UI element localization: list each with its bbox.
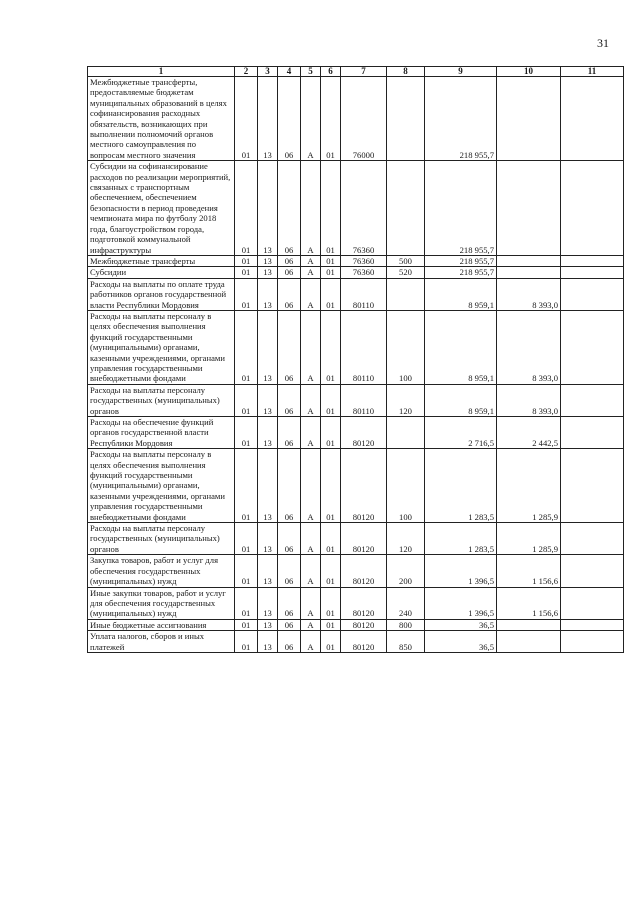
cell-program: 06 xyxy=(278,587,301,619)
cell-amount-3 xyxy=(561,77,624,161)
row-name: Иные бюджетные ассигнования xyxy=(88,619,235,630)
table-row xyxy=(88,619,624,630)
column-header: 4 xyxy=(278,67,301,77)
cell-section: 01 xyxy=(235,267,258,278)
cell-subsection: 13 xyxy=(258,267,278,278)
cell-expense-type xyxy=(387,161,425,256)
cell-amount-1: 218 955,7 xyxy=(425,161,497,256)
row-name: Межбюджетные трансферты, предоставляемые бюджетам муниципальных образований в целях софинансирования расходных обязательств, возникающих при выполнении полномочий органов местного самоуправления по вопросам местного значения xyxy=(88,77,235,161)
cell-section: 01 xyxy=(235,555,258,587)
row-name: Закупка товаров, работ и услуг для обеспечения государственных (муниципальных) нужд xyxy=(88,555,235,587)
cell-amount-3 xyxy=(561,619,624,630)
cell-subsection: 13 xyxy=(258,255,278,266)
row-name: Субсидии xyxy=(88,267,235,278)
cell-expense-type: 120 xyxy=(387,523,425,555)
cell-subprogram: А xyxy=(301,417,321,449)
cell-section: 01 xyxy=(235,384,258,416)
cell-subsection: 13 xyxy=(258,161,278,256)
cell-amount-1: 218 955,7 xyxy=(425,77,497,161)
column-header: 8 xyxy=(387,67,425,77)
cell-subprogram: А xyxy=(301,255,321,266)
cell-section: 01 xyxy=(235,523,258,555)
cell-program: 06 xyxy=(278,523,301,555)
cell-expense-type: 500 xyxy=(387,255,425,266)
cell-program: 06 xyxy=(278,449,301,523)
row-name: Межбюджетные трансферты xyxy=(88,255,235,266)
cell-amount-2 xyxy=(497,255,561,266)
cell-subsection: 13 xyxy=(258,587,278,619)
cell-program: 06 xyxy=(278,555,301,587)
cell-program: 06 xyxy=(278,77,301,161)
cell-target-code: 76000 xyxy=(341,77,387,161)
cell-section: 01 xyxy=(235,310,258,384)
column-header: 7 xyxy=(341,67,387,77)
cell-subsection: 13 xyxy=(258,417,278,449)
cell-subsection: 13 xyxy=(258,555,278,587)
table-row xyxy=(88,631,624,653)
cell-expense-type: 850 xyxy=(387,631,425,653)
row-name: Расходы на выплаты по оплате труда работников органов государственной власти Республики Мордовия xyxy=(88,278,235,310)
cell-program: 06 xyxy=(278,255,301,266)
cell-amount-3 xyxy=(561,267,624,278)
column-header: 1 xyxy=(88,67,235,77)
cell-target-code: 76360 xyxy=(341,255,387,266)
cell-activity: 01 xyxy=(321,310,341,384)
cell-amount-1: 36,5 xyxy=(425,631,497,653)
cell-subprogram: А xyxy=(301,523,321,555)
table-row xyxy=(88,417,624,449)
column-header: 5 xyxy=(301,67,321,77)
cell-amount-1: 8 959,1 xyxy=(425,278,497,310)
cell-activity: 01 xyxy=(321,255,341,266)
cell-amount-2 xyxy=(497,619,561,630)
cell-activity: 01 xyxy=(321,161,341,256)
cell-section: 01 xyxy=(235,631,258,653)
cell-amount-3 xyxy=(561,161,624,256)
cell-program: 06 xyxy=(278,619,301,630)
cell-amount-3 xyxy=(561,255,624,266)
cell-expense-type: 100 xyxy=(387,449,425,523)
cell-amount-1: 2 716,5 xyxy=(425,417,497,449)
cell-subsection: 13 xyxy=(258,619,278,630)
cell-subprogram: А xyxy=(301,310,321,384)
cell-subprogram: А xyxy=(301,278,321,310)
cell-subsection: 13 xyxy=(258,523,278,555)
row-name: Расходы на выплаты персоналу государственных (муниципальных) органов xyxy=(88,384,235,416)
table-row xyxy=(88,77,624,161)
cell-section: 01 xyxy=(235,619,258,630)
cell-subsection: 13 xyxy=(258,278,278,310)
cell-section: 01 xyxy=(235,255,258,266)
table-row xyxy=(88,449,624,523)
cell-target-code: 80110 xyxy=(341,384,387,416)
cell-amount-2: 1 285,9 xyxy=(497,523,561,555)
cell-program: 06 xyxy=(278,267,301,278)
table-row xyxy=(88,310,624,384)
cell-subprogram: А xyxy=(301,161,321,256)
cell-section: 01 xyxy=(235,77,258,161)
cell-subsection: 13 xyxy=(258,449,278,523)
cell-amount-1: 1 396,5 xyxy=(425,555,497,587)
cell-subprogram: А xyxy=(301,384,321,416)
cell-amount-3 xyxy=(561,278,624,310)
column-header: 11 xyxy=(561,67,624,77)
cell-subprogram: А xyxy=(301,631,321,653)
row-name: Расходы на выплаты персоналу в целях обеспечения выполнения функций государственными (муниципальными) органами, казенными учреждениями, органами управления государственными внебюджетными фондами xyxy=(88,310,235,384)
cell-expense-type xyxy=(387,417,425,449)
cell-target-code: 80110 xyxy=(341,310,387,384)
cell-expense-type: 520 xyxy=(387,267,425,278)
cell-target-code: 76360 xyxy=(341,161,387,256)
budget-table xyxy=(87,66,624,653)
cell-target-code: 80120 xyxy=(341,449,387,523)
row-name: Расходы на выплаты персоналу в целях обеспечения выполнения функций государственными (муниципальными) органами, казенными учреждениями, органами управления государственными внебюджетными фондами xyxy=(88,449,235,523)
cell-target-code: 80120 xyxy=(341,417,387,449)
cell-amount-1: 8 959,1 xyxy=(425,384,497,416)
cell-amount-1: 1 396,5 xyxy=(425,587,497,619)
cell-amount-2 xyxy=(497,77,561,161)
cell-amount-2: 8 393,0 xyxy=(497,384,561,416)
cell-subsection: 13 xyxy=(258,310,278,384)
table-row xyxy=(88,278,624,310)
table-row xyxy=(88,555,624,587)
cell-target-code: 76360 xyxy=(341,267,387,278)
table-row xyxy=(88,384,624,416)
cell-amount-2: 8 393,0 xyxy=(497,310,561,384)
cell-expense-type xyxy=(387,77,425,161)
cell-amount-1: 1 283,5 xyxy=(425,449,497,523)
cell-subprogram: А xyxy=(301,555,321,587)
table-row xyxy=(88,161,624,256)
cell-target-code: 80110 xyxy=(341,278,387,310)
cell-activity: 01 xyxy=(321,449,341,523)
page-number: 31 xyxy=(597,36,609,50)
cell-program: 06 xyxy=(278,161,301,256)
cell-activity: 01 xyxy=(321,631,341,653)
column-header: 10 xyxy=(497,67,561,77)
table-row xyxy=(88,587,624,619)
cell-amount-2: 1 285,9 xyxy=(497,449,561,523)
cell-expense-type: 200 xyxy=(387,555,425,587)
cell-amount-3 xyxy=(561,417,624,449)
cell-expense-type: 120 xyxy=(387,384,425,416)
cell-amount-1: 1 283,5 xyxy=(425,523,497,555)
cell-amount-3 xyxy=(561,523,624,555)
column-header: 3 xyxy=(258,67,278,77)
cell-amount-3 xyxy=(561,449,624,523)
cell-amount-1: 218 955,7 xyxy=(425,267,497,278)
cell-target-code: 80120 xyxy=(341,555,387,587)
cell-subprogram: А xyxy=(301,267,321,278)
cell-subsection: 13 xyxy=(258,77,278,161)
cell-section: 01 xyxy=(235,587,258,619)
row-name: Расходы на обеспечение функций органов государственной власти Республики Мордовия xyxy=(88,417,235,449)
cell-expense-type xyxy=(387,278,425,310)
cell-program: 06 xyxy=(278,278,301,310)
cell-expense-type: 800 xyxy=(387,619,425,630)
table-row xyxy=(88,523,624,555)
cell-amount-2: 8 393,0 xyxy=(497,278,561,310)
cell-activity: 01 xyxy=(321,555,341,587)
cell-subprogram: А xyxy=(301,449,321,523)
cell-subprogram: А xyxy=(301,77,321,161)
cell-amount-1: 8 959,1 xyxy=(425,310,497,384)
row-name: Иные закупки товаров, работ и услуг для обеспечения государственных (муниципальных) нужд xyxy=(88,587,235,619)
cell-activity: 01 xyxy=(321,619,341,630)
cell-amount-3 xyxy=(561,587,624,619)
cell-target-code: 80120 xyxy=(341,523,387,555)
cell-subprogram: А xyxy=(301,587,321,619)
column-header: 9 xyxy=(425,67,497,77)
cell-activity: 01 xyxy=(321,587,341,619)
table-row xyxy=(88,255,624,266)
cell-activity: 01 xyxy=(321,384,341,416)
cell-program: 06 xyxy=(278,417,301,449)
cell-amount-3 xyxy=(561,631,624,653)
cell-amount-2: 2 442,5 xyxy=(497,417,561,449)
cell-target-code: 80120 xyxy=(341,587,387,619)
table-row xyxy=(88,267,624,278)
row-name: Уплата налогов, сборов и иных платежей xyxy=(88,631,235,653)
cell-amount-3 xyxy=(561,310,624,384)
cell-section: 01 xyxy=(235,161,258,256)
cell-section: 01 xyxy=(235,449,258,523)
cell-amount-2 xyxy=(497,267,561,278)
cell-program: 06 xyxy=(278,310,301,384)
cell-amount-1: 218 955,7 xyxy=(425,255,497,266)
row-name: Расходы на выплаты персоналу государственных (муниципальных) органов xyxy=(88,523,235,555)
column-header: 6 xyxy=(321,67,341,77)
cell-section: 01 xyxy=(235,417,258,449)
cell-expense-type: 240 xyxy=(387,587,425,619)
cell-activity: 01 xyxy=(321,523,341,555)
cell-subprogram: А xyxy=(301,619,321,630)
cell-amount-2: 1 156,6 xyxy=(497,555,561,587)
cell-amount-2 xyxy=(497,631,561,653)
column-header: 2 xyxy=(235,67,258,77)
cell-subsection: 13 xyxy=(258,384,278,416)
row-name: Субсидии на софинансирование расходов по реализации мероприятий, связанных с транспортным обеспечением, обеспечением безопасности в период проведения чемпионата мира по футболу 2018 года, благоустройством города, подготовкой коммунальной инфраструктуры xyxy=(88,161,235,256)
cell-target-code: 80120 xyxy=(341,631,387,653)
header-row xyxy=(88,67,624,77)
cell-activity: 01 xyxy=(321,278,341,310)
cell-activity: 01 xyxy=(321,417,341,449)
cell-target-code: 80120 xyxy=(341,619,387,630)
cell-amount-2: 1 156,6 xyxy=(497,587,561,619)
cell-amount-1: 36,5 xyxy=(425,619,497,630)
cell-program: 06 xyxy=(278,384,301,416)
cell-program: 06 xyxy=(278,631,301,653)
cell-subsection: 13 xyxy=(258,631,278,653)
cell-amount-2 xyxy=(497,161,561,256)
cell-activity: 01 xyxy=(321,267,341,278)
cell-amount-3 xyxy=(561,384,624,416)
cell-section: 01 xyxy=(235,278,258,310)
cell-activity: 01 xyxy=(321,77,341,161)
cell-amount-3 xyxy=(561,555,624,587)
cell-expense-type: 100 xyxy=(387,310,425,384)
